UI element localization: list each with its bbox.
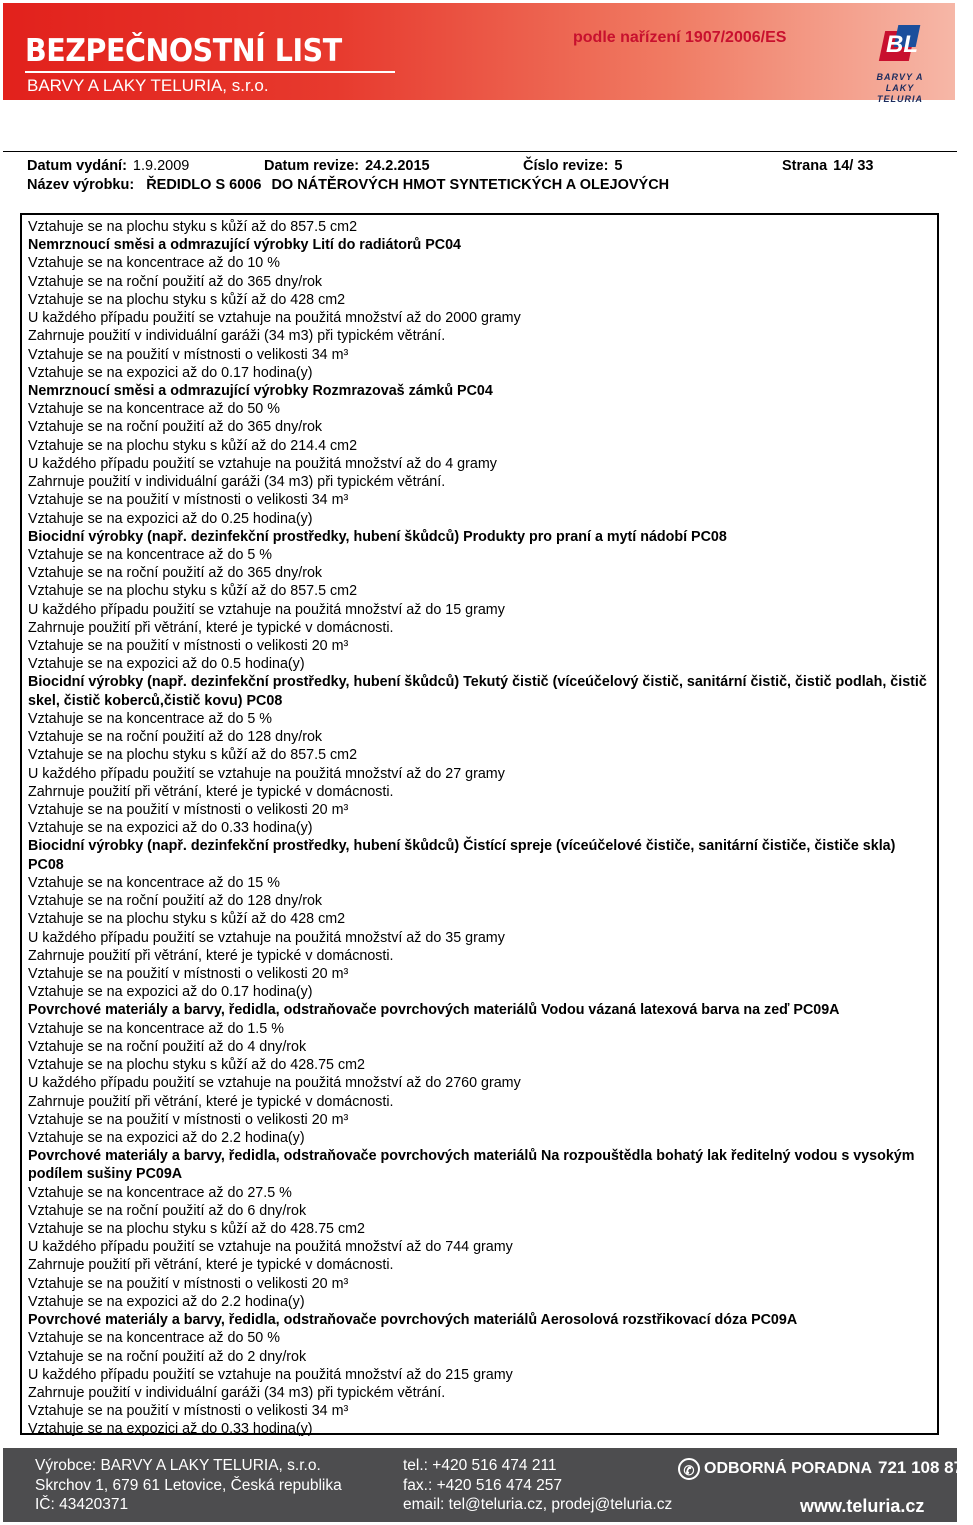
revision-number-label: Číslo revize: bbox=[523, 158, 609, 174]
footer-maker-line: Výrobce: BARVY A LAKY TELURIA, s.r.o. bbox=[35, 1457, 321, 1474]
content-line: Vztahuje se na plochu styku s kůží až do 857.5 cm2 bbox=[28, 747, 358, 764]
content-line: Vztahuje se na roční použití až do 4 dny/rok bbox=[28, 1038, 307, 1055]
product-name: ŘEDIDLO S 6006 bbox=[146, 177, 262, 193]
content-line: Vztahuje se na roční použití až do 128 dny/rok bbox=[28, 729, 323, 746]
page-number-label: Strana bbox=[782, 158, 828, 174]
advice-hotline bbox=[678, 1458, 973, 1480]
content-line: Vztahuje se na expozici až do 0.25 hodina(y) bbox=[28, 510, 313, 527]
product-label: Název výrobku: bbox=[27, 177, 135, 193]
section-heading: Povrchové materiály a barvy, ředidla, odstraňovače povrchových materiálů Vodou vázaná latexová barva na zeď PC09A bbox=[28, 1002, 840, 1019]
content-line: Zahrnuje použití při větrání, které je typické v domácnosti. bbox=[28, 1257, 394, 1274]
footer-tel-line: tel.: +420 516 474 211 bbox=[403, 1457, 557, 1474]
revision-number-value: 5 bbox=[614, 158, 623, 174]
content-line: Vztahuje se na expozici až do 0.17 hodina(y) bbox=[28, 364, 313, 381]
section-heading: Nemrznoucí směsi a odmrazující výrobky Rozmrazovaš zámků PC04 bbox=[28, 382, 493, 399]
logo-text-line1: BARVY A LAKY bbox=[876, 72, 924, 93]
header-banner bbox=[3, 3, 955, 104]
revision-date-label: Datum revize: bbox=[264, 158, 360, 174]
content-line: U každého případu použití se vztahuje na použitá množství až do 4 gramy bbox=[28, 455, 497, 472]
content-line: Vztahuje se na použití v místnosti o velikosti 34 m³ bbox=[28, 1403, 349, 1420]
content-line: Vztahuje se na použití v místnosti o velikosti 34 m³ bbox=[28, 346, 349, 363]
logo-text bbox=[862, 72, 938, 105]
product-row bbox=[27, 177, 669, 193]
section-heading: Biocidní výrobky (např. dezinfekční prostředky, hubení škůdců) Produkty pro praní a mytí nádobí PC08 bbox=[28, 528, 727, 545]
content-line: U každého případu použití se vztahuje na použitá množství až do 2000 gramy bbox=[28, 310, 521, 327]
logo-letters: BL bbox=[886, 31, 918, 58]
header-divider bbox=[3, 151, 957, 152]
revision-number bbox=[523, 158, 623, 174]
content-line: Vztahuje se na plochu styku s kůží až do 428.75 cm2 bbox=[28, 1057, 365, 1074]
section-heading: Nemrznoucí směsi a odmrazující výrobky Lití do radiátorů PC04 bbox=[28, 237, 461, 254]
content-line: Vztahuje se na roční použití až do 2 dny/rok bbox=[28, 1348, 307, 1365]
content-line: Vztahuje se na koncentrace až do 50 % bbox=[28, 401, 280, 418]
footer-ic-line: IČ: 43420371 bbox=[35, 1496, 129, 1513]
document-title: BEZPEČNOSTNÍ LIST bbox=[25, 33, 342, 69]
section-heading: Povrchové materiály a barvy, ředidla, odstraňovače povrchových materiálů Na rozpouštědla bohatý lak ředitelný vodou s vysokým podílem sušiny PC09A bbox=[28, 1148, 915, 1183]
content-line: Vztahuje se na použití v místnosti o velikosti 34 m³ bbox=[28, 492, 349, 509]
revision-date-value: 24.2.2015 bbox=[365, 158, 430, 174]
content-line: Vztahuje se na koncentrace až do 5 % bbox=[28, 710, 272, 727]
content-line: U každého případu použití se vztahuje na použitá množství až do 27 gramy bbox=[28, 765, 505, 782]
content-line: U každého případu použití se vztahuje na použitá množství až do 15 gramy bbox=[28, 601, 505, 618]
issue-date-value: 1.9.2009 bbox=[132, 158, 190, 174]
content-line: Vztahuje se na plochu styku s kůží až do 857.5 cm2 bbox=[28, 219, 358, 235]
issue-date bbox=[27, 158, 189, 174]
content-line: U každého případu použití se vztahuje na použitá množství až do 35 gramy bbox=[28, 929, 505, 946]
content-line: Vztahuje se na expozici až do 0.33 hodina(y) bbox=[28, 1421, 313, 1438]
footer-maker bbox=[35, 1456, 342, 1515]
content-line: Vztahuje se na plochu styku s kůží až do 428 cm2 bbox=[28, 291, 346, 308]
logo-text-line2: TELURIA bbox=[877, 94, 923, 104]
advice-label: ODBORNÁ PORADNA bbox=[704, 1460, 872, 1478]
content-line: Vztahuje se na expozici až do 0.5 hodina(y) bbox=[28, 656, 305, 673]
company-name: BARVY A LAKY TELURIA, s.r.o. bbox=[27, 76, 269, 95]
content-line: Zahrnuje použití v individuální garáži (34 m3) při typickém větrání. bbox=[28, 328, 446, 345]
content-line: Vztahuje se na použití v místnosti o velikosti 20 m³ bbox=[28, 802, 349, 818]
footer-email-line[interactable]: email: tel@teluria.cz, prodej@teluria.cz bbox=[403, 1496, 673, 1513]
content-line: Vztahuje se na koncentrace až do 50 % bbox=[28, 1330, 280, 1347]
content-line: Vztahuje se na použití v místnosti o velikosti 20 m³ bbox=[28, 965, 349, 982]
content-line: Vztahuje se na roční použití až do 365 dny/rok bbox=[28, 419, 323, 436]
content-line: Vztahuje se na plochu styku s kůží až do 428.75 cm2 bbox=[28, 1221, 365, 1238]
issue-date-label: Datum vydání: bbox=[27, 158, 127, 174]
regulation-label: podle nařízení 1907/2006/ES bbox=[573, 29, 787, 46]
content-line: Vztahuje se na expozici až do 2.2 hodina(y) bbox=[28, 1129, 305, 1146]
footer-address-line: Skrchov 1, 679 61 Letovice, Česká republika bbox=[35, 1476, 342, 1494]
section-heading: Biocidní výrobky (např. dezinfekční prostředky, hubení škůdců) Čistící spreje (víceúčelové čističe, sanitární čističe, čističe skla) PC08 bbox=[28, 838, 896, 873]
content-line: Vztahuje se na použití v místnosti o velikosti 20 m³ bbox=[28, 1111, 349, 1128]
content-line: Vztahuje se na plochu styku s kůží až do 857.5 cm2 bbox=[28, 583, 358, 600]
footer bbox=[3, 1448, 973, 1522]
content-line: Vztahuje se na expozici až do 0.33 hodina(y) bbox=[28, 820, 313, 837]
content-line: Vztahuje se na expozici až do 0.17 hodina(y) bbox=[28, 984, 313, 1001]
content-line: Vztahuje se na roční použití až do 6 dny/rok bbox=[28, 1202, 307, 1219]
content-line: U každého případu použití se vztahuje na použitá množství až do 2760 gramy bbox=[28, 1075, 521, 1092]
content-line: Vztahuje se na roční použití až do 365 dny/rok bbox=[28, 565, 323, 582]
content-line: Zahrnuje použití při větrání, které je typické v domácnosti. bbox=[28, 619, 394, 636]
content-line: Vztahuje se na koncentrace až do 27.5 % bbox=[28, 1184, 292, 1201]
content-line: Vztahuje se na plochu styku s kůží až do 214.4 cm2 bbox=[28, 437, 358, 454]
content-line: Zahrnuje použití v individuální garáži (34 m3) při typickém větrání. bbox=[28, 1385, 446, 1401]
content-line: Vztahuje se na koncentrace až do 10 % bbox=[28, 255, 280, 272]
content-line: Vztahuje se na plochu styku s kůží až do 428 cm2 bbox=[28, 911, 346, 928]
website-link[interactable]: www.teluria.cz bbox=[800, 1496, 925, 1516]
content-line: Vztahuje se na expozici až do 2.2 hodina(y) bbox=[28, 1293, 305, 1310]
content-line: Vztahuje se na koncentrace až do 5 % bbox=[28, 546, 272, 563]
footer-fax-line: fax.: +420 516 474 257 bbox=[403, 1476, 563, 1494]
content-box bbox=[20, 213, 939, 1438]
phone-icon: ✆ bbox=[678, 1458, 700, 1480]
content-line: Vztahuje se na použití v místnosti o velikosti 20 m³ bbox=[28, 638, 349, 655]
content-line: U každého případu použití se vztahuje na použitá množství až do 215 gramy bbox=[28, 1366, 513, 1383]
content-line: Zahrnuje použití v individuální garáži (34 m3) při typickém větrání. bbox=[28, 474, 446, 491]
footer-contacts bbox=[403, 1456, 672, 1515]
company-logo bbox=[860, 25, 938, 104]
revision-date bbox=[264, 158, 430, 174]
content-line: Zahrnuje použití při větrání, které je typické v domácnosti. bbox=[28, 947, 394, 964]
advice-number: 721 108 877 bbox=[878, 1458, 973, 1478]
page-number bbox=[782, 158, 873, 174]
content-line: U každého případu použití se vztahuje na použitá množství až do 744 gramy bbox=[28, 1239, 513, 1256]
section-heading: Povrchové materiály a barvy, ředidla, odstraňovače povrchových materiálů Aerosolová rozstřikovací dóza PC09A bbox=[28, 1312, 798, 1329]
content-line: Vztahuje se na koncentrace až do 15 % bbox=[28, 874, 280, 891]
content-line: Vztahuje se na roční použití až do 128 dny/rok bbox=[28, 893, 323, 910]
title-underline bbox=[25, 71, 395, 73]
content-line: Vztahuje se na roční použití až do 365 dny/rok bbox=[28, 273, 323, 290]
content-line: Zahrnuje použití při větrání, které je typické v domácnosti. bbox=[28, 1093, 394, 1110]
page-number-value: 14/ 33 bbox=[833, 158, 874, 174]
product-description: DO NÁTĚROVÝCH HMOT SYNTETICKÝCH A OLEJOVÝCH bbox=[271, 177, 670, 193]
section-heading: Biocidní výrobky (např. dezinfekční prostředky, hubení škůdců) Tekutý čistič (víceúčelový čistič, sanitární čistič, čistič podlah, čistič skel, čistič koberců,čistič kovu) PC08 bbox=[28, 674, 927, 709]
content-line: Zahrnuje použití při větrání, které je typické v domácnosti. bbox=[28, 783, 394, 800]
content-line: Vztahuje se na použití v místnosti o velikosti 20 m³ bbox=[28, 1275, 349, 1292]
content-line: Vztahuje se na koncentrace až do 1.5 % bbox=[28, 1020, 284, 1037]
